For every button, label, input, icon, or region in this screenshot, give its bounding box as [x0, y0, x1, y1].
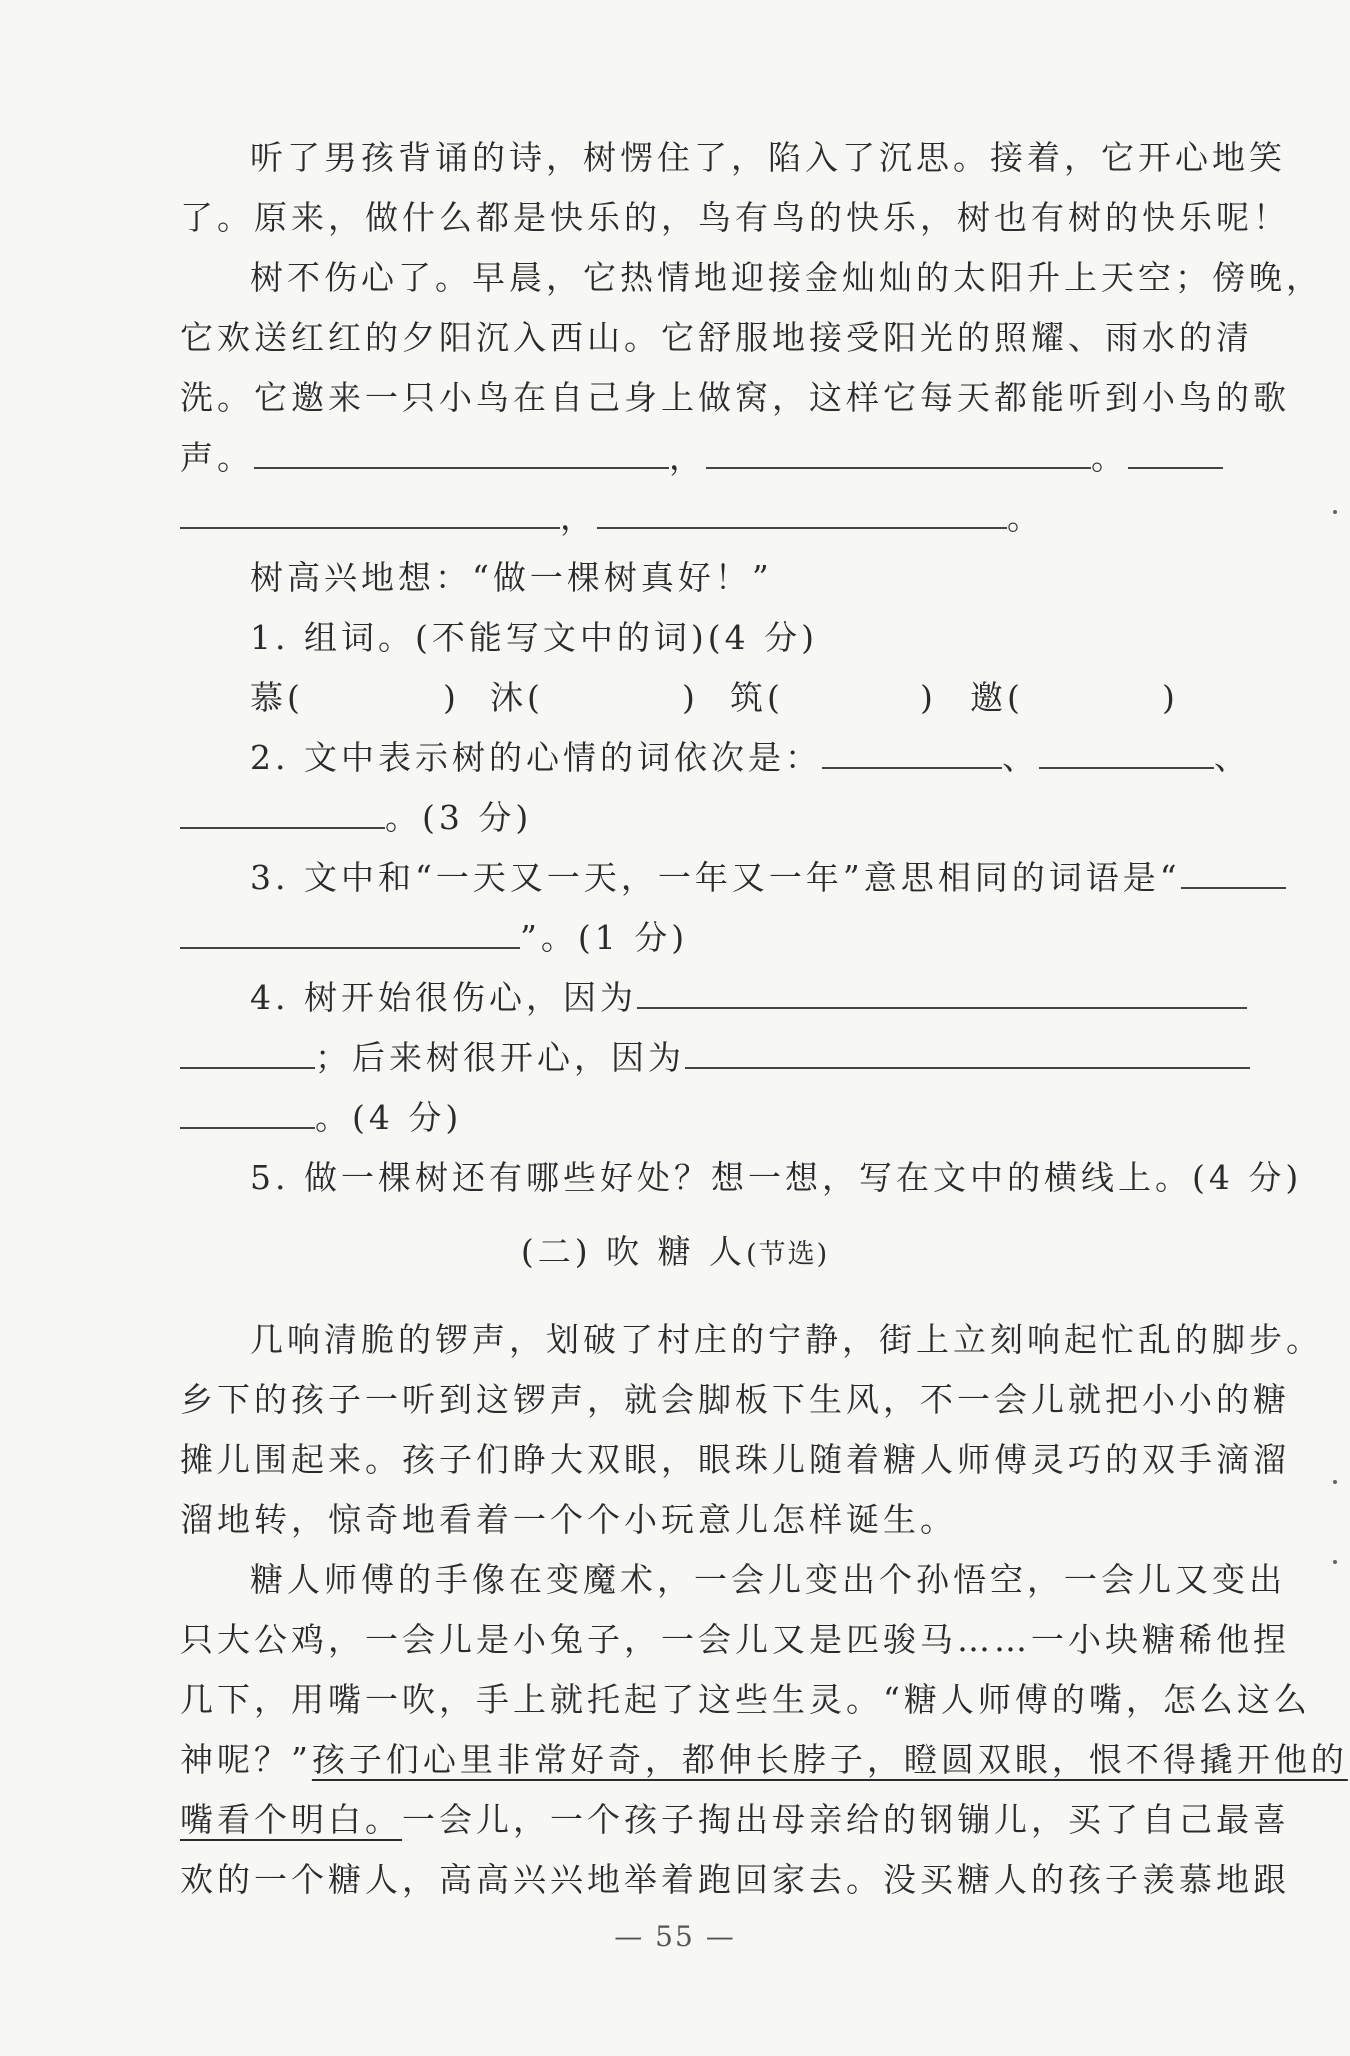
question-2-end: 。(3 分) [385, 798, 533, 837]
line-start-text: 声。 [180, 438, 254, 477]
separator: 、 [1001, 738, 1039, 777]
passage2-line: 几下，用嘴一吹，手上就托起了这些生灵。“糖人师傅的嘴，怎么这么 [180, 1680, 1311, 1719]
scan-mark [1333, 1480, 1337, 1484]
question-4 [250, 968, 1200, 1028]
answer-blank[interactable] [310, 680, 430, 714]
question-3-end: ”。(1 分) [520, 918, 689, 957]
question-4-text-b: ；后来树很开心，因为 [315, 1038, 685, 1077]
text-plain: 一会儿，一个孩子掏出母亲给的钢镚儿，买了自己最喜 [402, 1800, 1290, 1839]
answer-blank[interactable] [180, 793, 385, 829]
passage1-line: 树高兴地想：“做一棵树真好！” [250, 558, 773, 597]
passage2-line: 糖人师傅的手像在变魔术，一会儿变出个孙悟空，一会儿又变出 [250, 1560, 1286, 1599]
text-plain: 神呢？” [180, 1740, 312, 1779]
section-title-note: (节选) [746, 1239, 830, 1270]
passage1-line: 了。原来，做什么都是快乐的，鸟有鸟的快乐，树也有树的快乐呢！ [180, 198, 1290, 237]
close-paren: ) [682, 678, 699, 717]
word-char-1: 慕( [250, 678, 304, 717]
question-4-cont [180, 1028, 1200, 1088]
answer-blank[interactable] [180, 1093, 315, 1129]
section-title [0, 1222, 1350, 1285]
answer-blank[interactable] [706, 433, 1091, 469]
question-2-cont [180, 788, 1200, 848]
answer-blank[interactable] [597, 493, 1007, 529]
word-char-4: 邀( [970, 678, 1024, 717]
passage1-line: 树不伤心了。早晨，它热情地迎接金灿灿的太阳升上天空；傍晚， [250, 258, 1323, 297]
passage1-line-with-blanks [180, 428, 1200, 488]
answer-blank[interactable] [1181, 853, 1286, 889]
passage2-line-underlined [180, 1730, 1348, 1790]
question-4-text: 4. 树开始很伤心，因为 [250, 978, 637, 1017]
answer-blank[interactable] [637, 973, 1247, 1009]
answer-blank[interactable] [790, 680, 910, 714]
section-title-text: (二) 吹 糖 人 [520, 1232, 747, 1271]
answer-blank[interactable] [180, 913, 520, 949]
question-1: 1. 组词。(不能写文中的词)(4 分) [250, 618, 818, 657]
passage1-line: 洗。它邀来一只小鸟在自己身上做窝，这样它每天都能听到小鸟的歌 [180, 378, 1290, 417]
question-5: 5. 做一棵树还有哪些好处？想一想，写在文中的横线上。(4 分) [250, 1158, 1303, 1197]
passage1-line: 它欢送红红的夕阳沉入西山。它舒服地接受阳光的照耀、雨水的清 [180, 318, 1253, 357]
answer-blank[interactable] [180, 493, 560, 529]
question-3 [250, 848, 1200, 908]
question-2 [250, 728, 1251, 788]
answer-blank[interactable] [1128, 433, 1223, 469]
comma-text: ， [669, 438, 706, 477]
passage2-line: 几响清脆的锣声，划破了村庄的宁静，街上立刻响起忙乱的脚步。 [250, 1320, 1323, 1359]
passage2-line: 只大公鸡，一会儿是小兔子，一会儿又是匹骏马……一小块糖稀他捏 [180, 1620, 1290, 1659]
answer-blank[interactable] [822, 733, 1002, 769]
page-number: — 55 — [614, 1920, 736, 1953]
underlined-sentence: 嘴看个明白。 [180, 1800, 402, 1839]
passage2-line: 欢的一个糖人，高高兴兴地举着跑回家去。没买糖人的孩子羡慕地跟 [180, 1860, 1290, 1899]
period-text: 。 [1007, 498, 1044, 537]
close-paren: ) [920, 678, 937, 717]
question-3-text: 3. 文中和“一天又一天，一年又一年”意思相同的词语是“ [250, 858, 1181, 897]
word-char-2: 沐( [490, 678, 544, 717]
question-3-cont [180, 908, 1200, 968]
question-4-cont2 [180, 1088, 1200, 1148]
answer-blank[interactable] [685, 1033, 1250, 1069]
blank-line [180, 488, 1200, 548]
period-text: 。 [1091, 438, 1128, 477]
passage2-line: 乡下的孩子一听到这锣声，就会脚板下生风，不一会儿就把小小的糖 [180, 1380, 1290, 1419]
scan-mark [1333, 1560, 1337, 1564]
question-2-text: 2. 文中表示树的心情的词依次是： [250, 738, 822, 777]
passage2-line: 摊儿围起来。孩子们睁大双眼，眼珠儿随着糖人师傅灵巧的双手滴溜 [180, 1440, 1290, 1479]
passage1-line: 听了男孩背诵的诗，树愣住了，陷入了沉思。接着，它开心地笑 [250, 138, 1286, 177]
passage2-line: 溜地转，惊奇地看着一个个小玩意儿怎样诞生。 [180, 1500, 957, 1539]
answer-blank[interactable] [1039, 733, 1214, 769]
scan-mark [1333, 510, 1337, 514]
answer-blank[interactable] [550, 680, 670, 714]
answer-blank[interactable] [180, 1033, 315, 1069]
passage2-line-underlined [180, 1790, 1290, 1850]
close-paren: ) [1162, 678, 1179, 717]
underlined-sentence: 孩子们心里非常好奇，都伸长脖子，瞪圆双眼，恨不得撬开他的 [311, 1740, 1348, 1779]
close-paren: ) [443, 678, 460, 717]
question-4-end: 。(4 分) [315, 1098, 463, 1137]
answer-blank[interactable] [1030, 680, 1150, 714]
word-char-3: 筑( [730, 678, 784, 717]
answer-blank[interactable] [254, 433, 669, 469]
separator: 、 [1213, 738, 1251, 777]
comma-text: ， [560, 498, 597, 537]
